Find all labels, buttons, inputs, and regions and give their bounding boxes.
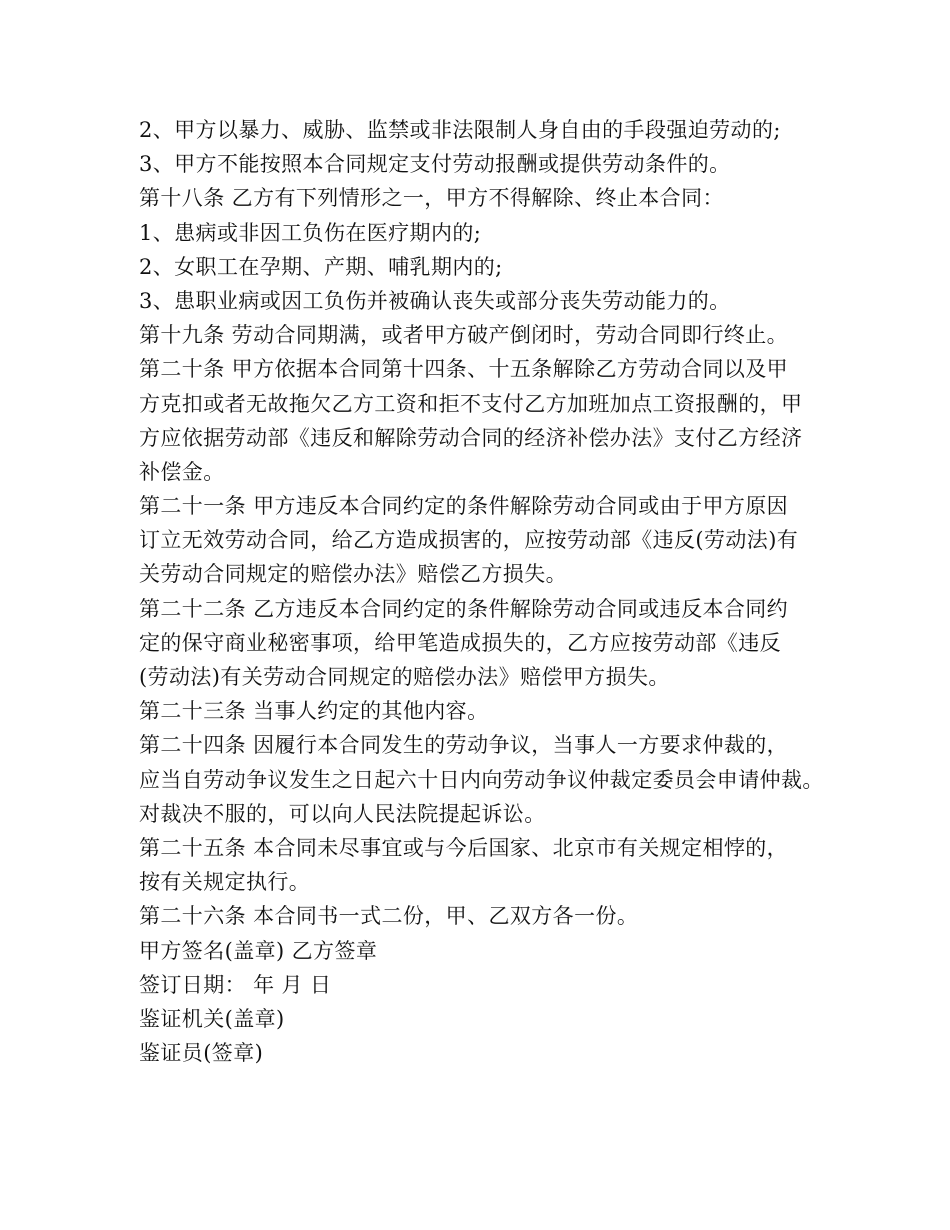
- text-line: 第二十四条 因履行本合同发生的劳动争议，当事人一方要求仲裁的，: [139, 733, 789, 758]
- text-line: 订立无效劳动合同，给乙方造成损害的，应按劳动部《违反(劳动法)有: [139, 528, 799, 553]
- text-line: 2、甲方以暴力、威胁、监禁或非法限制人身自由的手段强迫劳动的;: [139, 118, 781, 142]
- text-line: 甲方签名(盖章) 乙方签章: [139, 938, 378, 963]
- text-line: (劳动法)有关劳动合同规定的赔偿办法》赔偿甲方损失。: [139, 665, 670, 689]
- text-line: 3、患职业病或因工负伤并被确认丧失或部分丧失劳动能力的。: [139, 288, 731, 313]
- text-line: 按有关规定执行。: [139, 870, 311, 895]
- text-line: 签订日期： 年 月 日: [139, 972, 332, 997]
- text-line: 方克扣或者无故拖欠乙方工资和拒不支付乙方加班加点工资报酬的，甲: [139, 391, 803, 416]
- text-line: 第二十三条 当事人约定的其他内容。: [139, 699, 489, 724]
- text-line: 3、甲方不能按照本合同规定支付劳动报酬或提供劳动条件的。: [139, 152, 731, 177]
- text-line: 第十八条 乙方有下列情形之一，甲方不得解除、终止本合同：: [139, 186, 724, 211]
- text-line: 鉴证员(签章): [139, 1041, 264, 1066]
- text-line: 关劳动合同规定的赔偿办法》赔偿乙方损失。: [139, 562, 567, 587]
- text-line: 第二十一条 甲方违反本合同约定的条件解除劳动合同或由于甲方原因: [139, 494, 789, 519]
- text-line: 第二十六条 本合同书一式二份，甲、乙双方各一份。: [139, 904, 639, 929]
- text-line: 定的保守商业秘密事项，给甲笔造成损失的，乙方应按劳动部《违反: [139, 630, 781, 655]
- text-line: 第二十五条 本合同未尽事宜或与今后国家、北京市有关规定相悖的，: [139, 835, 789, 860]
- text-line: 补偿金。: [139, 459, 225, 484]
- text-line: 应当自劳动争议发生之日起六十日内向劳动争议仲裁定委员会申请仲裁。: [139, 767, 824, 792]
- text-line: 第十九条 劳动合同期满，或者甲方破产倒闭时，劳动合同即行终止。: [139, 323, 789, 348]
- text-line: 方应依据劳动部《违反和解除劳动合同的经济补偿办法》支付乙方经济: [139, 425, 803, 450]
- text-line: 鉴证机关(盖章): [139, 1006, 285, 1031]
- text-line: 第二十二条 乙方违反本合同约定的条件解除劳动合同或违反本合同约: [139, 596, 789, 621]
- text-line: 对裁决不服的，可以向人民法院提起诉讼。: [139, 801, 546, 826]
- document-body: [139, 113, 839, 1070]
- text-line: 第二十条 甲方依据本合同第十四条、十五条解除乙方劳动合同以及甲: [139, 357, 789, 382]
- text-line: 2、女职工在孕期、产期、哺乳期内的;: [139, 254, 503, 279]
- text-line: 1、患病或非因工负伤在医疗期内的;: [139, 220, 482, 245]
